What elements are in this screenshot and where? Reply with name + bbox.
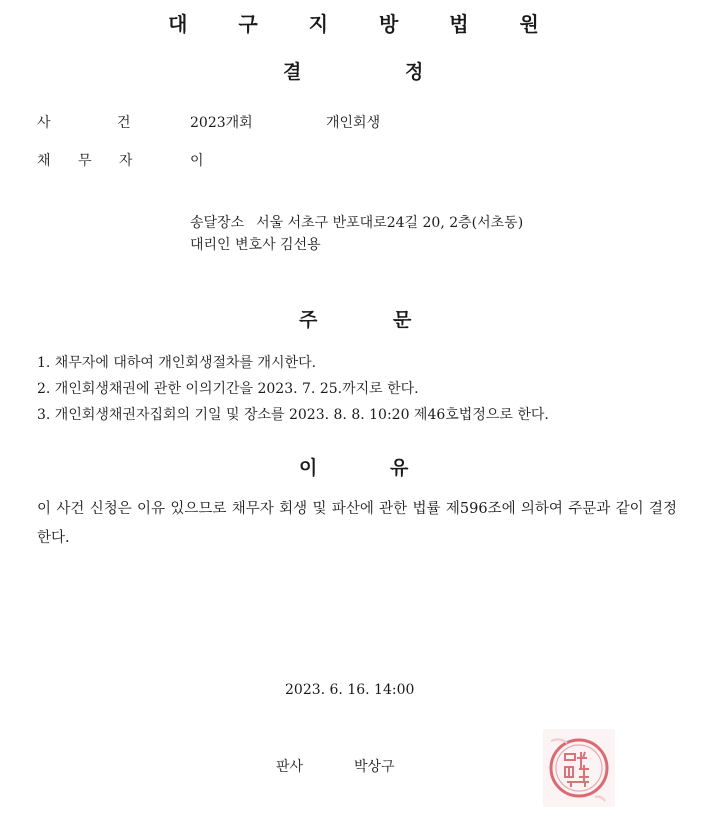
order-heading-right: 문 (393, 309, 412, 331)
order-item-3: 3. 개인회생채권자집회의 기일 및 장소를 2023. 8. 8. 10:20 제46호법정으로 한다. (37, 407, 549, 423)
debtor-label-2: 무 (78, 153, 92, 169)
debtor-label-3: 자 (119, 153, 133, 169)
reason-heading-right: 유 (390, 457, 409, 479)
decision-date: 2023. 6. 16. 14:00 (285, 682, 415, 698)
doc-type-left: 결 (283, 61, 302, 83)
doc-type-right: 정 (405, 61, 424, 83)
debtor-label-1: 채 (37, 153, 51, 169)
order-item-2: 2. 개인회생채권에 관한 이의기간을 2023. 7. 25.까지로 한다. (37, 381, 419, 397)
delivery-label: 송달장소 (190, 215, 245, 231)
delivery-address-line (190, 212, 523, 232)
representative: 대리인 변호사 김선용 (190, 237, 321, 253)
order-heading-left: 주 (299, 309, 318, 331)
judge-name: 박상구 (354, 759, 395, 775)
court-name: 대 구 지 방 법 원 (168, 12, 561, 36)
reason-heading-left: 이 (299, 457, 318, 479)
judge-seal-stamp (541, 727, 617, 809)
seal-graphic (541, 727, 617, 809)
case-label-2: 건 (117, 115, 131, 131)
case-type: 개인회생 (326, 115, 381, 131)
debtor-name: 이 (190, 153, 204, 169)
reason-text: 이 사건 신청은 이유 있으므로 채무자 회생 및 파산에 관한 법률 제596조에 의하여 주문과 같이 결정한다. (37, 501, 677, 546)
order-item-1: 1. 채무자에 대하여 개인회생절차를 개시한다. (37, 355, 317, 371)
judge-title: 판사 (276, 759, 304, 775)
case-number: 2023개회 (190, 115, 253, 131)
delivery-address: 서울 서초구 반포대로24길 20, 2층(서초동) (256, 215, 524, 231)
case-label-1: 사 (37, 115, 51, 131)
